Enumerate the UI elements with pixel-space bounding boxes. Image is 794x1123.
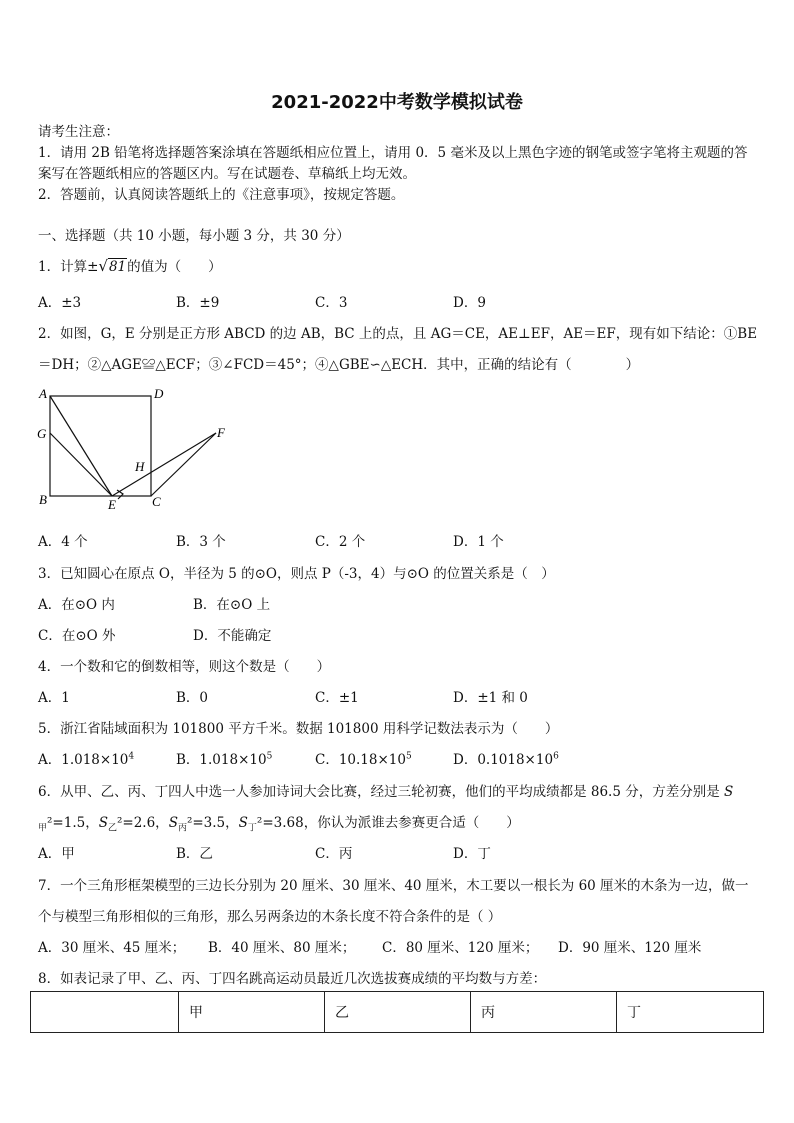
option-base: B．1.018×10 <box>176 752 267 768</box>
question-6-option-b[interactable]: B．乙 <box>176 846 213 862</box>
question-3-stem: 3．已知圆心在原点 O，半径为 5 的⊙O，则点 P（-3，4）与⊙O 的位置关系是（ ） <box>38 566 555 582</box>
table-header-row <box>31 992 764 1033</box>
option-exponent: 4 <box>128 751 135 762</box>
question-3-option-a[interactable]: A．在⊙O 内 <box>38 597 115 613</box>
table-header-cell-bing: 丙 <box>471 992 617 1033</box>
question-4-stem: 4．一个数和它的倒数相等，则这个数是（ ） <box>38 659 331 675</box>
label-h: H <box>135 459 145 474</box>
question-4-option-c[interactable]: C．±1 <box>315 690 359 706</box>
question-2-line-2: ＝DH；②△AGE≌△ECF；③∠FCD＝45°；④△GBE∽△ECH．其中，正确的结论有（ ） <box>38 357 640 373</box>
question-4-option-d[interactable]: D．±1 和 0 <box>453 690 528 706</box>
question-5-option-b[interactable] <box>176 748 272 768</box>
page-title: 2021-2022中考数学模拟试卷 <box>271 92 523 113</box>
question-3-option-d[interactable]: D．不能确定 <box>193 628 272 644</box>
question-6-line-1 <box>38 780 733 800</box>
question-5-option-c[interactable] <box>315 748 412 768</box>
question-2-figure <box>30 382 240 514</box>
segment-cf <box>151 433 216 496</box>
option-exponent: 5 <box>405 751 412 762</box>
notice-heading: 请考生注意： <box>38 124 119 140</box>
section-heading: 一、选择题（共 10 小题，每小题 3 分，共 30 分） <box>38 228 350 244</box>
option-base: D．0.1018×10 <box>453 752 554 768</box>
notice-item-2: 2．答题前，认真阅读答题纸上的《注意事项》，按规定答题。 <box>38 187 405 203</box>
variance-symbol: S <box>168 815 178 831</box>
label-c: C <box>152 494 161 509</box>
question-2-option-c[interactable]: C．2 个 <box>315 534 366 550</box>
segment-ef <box>112 433 216 496</box>
question-5-option-d[interactable] <box>453 748 559 768</box>
subscript-ding: 丁 <box>247 823 257 834</box>
question-7-line-1: 7．一个三角形框架模型的三边长分别为 20 厘米、30 厘米、40 厘米，木工要以一根长为 60 厘米的木条为一边，做一 <box>38 878 749 894</box>
question-8-table <box>30 991 764 1033</box>
variance-symbol: S <box>724 784 734 800</box>
label-d: D <box>154 386 164 401</box>
label-g: G <box>37 426 47 441</box>
question-2-option-a[interactable]: A．4 个 <box>38 534 88 550</box>
variance-symbol: S <box>98 815 108 831</box>
option-exponent: 6 <box>553 751 559 762</box>
right-angle-mark <box>117 490 123 499</box>
segment-ae <box>50 396 112 496</box>
variance-symbol: S <box>238 815 248 831</box>
variance-ding: ²=3.68，你认为派谁去参赛更合适（ ） <box>256 815 520 831</box>
subscript-bing: 丙 <box>177 823 187 834</box>
question-7-option-c[interactable]: C．80 厘米、120 厘米； <box>382 940 539 956</box>
question-1-option-a[interactable]: A．±3 <box>38 295 82 311</box>
question-7-option-b[interactable]: B．40 厘米、80 厘米； <box>208 940 356 956</box>
subscript-jia: 甲 <box>38 823 48 834</box>
question-2-option-d[interactable]: D．1 个 <box>453 534 504 550</box>
sqrt-icon: √ <box>98 257 108 275</box>
question-2-line-1: 2．如图，G，E 分别是正方形 ABCD 的边 AB，BC 上的点，且 AG＝CE，AE⊥EF，AE＝EF，现有如下结论：①BE <box>38 326 758 342</box>
label-f: F <box>217 425 225 440</box>
question-5-option-a[interactable] <box>38 748 134 768</box>
question-1-suffix: 的值为（ ） <box>127 259 222 275</box>
option-base: C．10.18×10 <box>315 752 406 768</box>
question-6-option-c[interactable]: C．丙 <box>315 846 353 862</box>
label-b: B <box>39 492 47 507</box>
option-exponent: 5 <box>266 751 273 762</box>
question-4-option-b[interactable]: B．0 <box>176 690 209 706</box>
question-8-stem: 8．如表记录了甲、乙、丙、丁四名跳高运动员最近几次选拔赛成绩的平均数与方差： <box>38 971 547 987</box>
table-header-cell-blank <box>31 992 179 1033</box>
label-e: E <box>108 497 116 512</box>
question-7-option-a[interactable]: A．30 厘米、45 厘米； <box>38 940 186 956</box>
table-header-cell-ding: 丁 <box>617 992 764 1033</box>
question-1-option-b[interactable]: B．±9 <box>176 295 220 311</box>
notice-item-1-line-2: 案写在答题纸相应的答题区内。写在试题卷、草稿纸上均无效。 <box>38 166 416 182</box>
notice-item-1-line-1: 1．请用 2B 铅笔将选择题答案涂填在答题纸相应位置上，请用 0．5 毫米及以上黑色字迹的钢笔或签字笔将主观题的答 <box>38 145 748 161</box>
variance-yi: ²=2.6， <box>116 815 169 831</box>
question-1-radicand: 81 <box>108 259 127 275</box>
variance-jia: ²=1.5， <box>47 815 99 831</box>
question-7-option-d[interactable]: D．90 厘米、120 厘米 <box>558 940 702 956</box>
table-header-cell-yi: 乙 <box>325 992 471 1033</box>
question-1-option-c[interactable]: C．3 <box>315 295 348 311</box>
question-1-option-d[interactable]: D．9 <box>453 295 486 311</box>
question-6-option-d[interactable]: D．丁 <box>453 846 491 862</box>
question-3-option-c[interactable]: C．在⊙O 外 <box>38 628 116 644</box>
table-header-cell-jia: 甲 <box>179 992 325 1033</box>
option-base: A．1.018×10 <box>38 752 129 768</box>
subscript-yi: 乙 <box>107 823 117 834</box>
question-5-stem: 5．浙江省陆域面积为 101800 平方千米。数据 101800 用科学记数法表示为（ ） <box>38 721 559 737</box>
question-1-prefix: 1．计算± <box>38 259 99 275</box>
question-6-line-2 <box>38 811 520 834</box>
segment-ge <box>50 433 112 496</box>
question-2-option-b[interactable]: B．3 个 <box>176 534 226 550</box>
question-7-line-2: 个与模型三角形相似的三角形，那么另两条边的木条长度不符合条件的是（ ） <box>38 909 502 925</box>
question-6-option-a[interactable]: A．甲 <box>38 846 75 862</box>
question-4-option-a[interactable]: A．1 <box>38 690 70 706</box>
question-1-stem <box>38 255 222 275</box>
question-6-text: 6．从甲、乙、丙、丁四人中选一人参加诗词大会比赛，经过三轮初赛，他们的平均成绩都是 86.5 分，方差分别是 <box>38 784 720 800</box>
label-a: A <box>39 386 47 401</box>
variance-bing: ²=3.5， <box>186 815 239 831</box>
question-3-option-b[interactable]: B．在⊙O 上 <box>193 597 271 613</box>
